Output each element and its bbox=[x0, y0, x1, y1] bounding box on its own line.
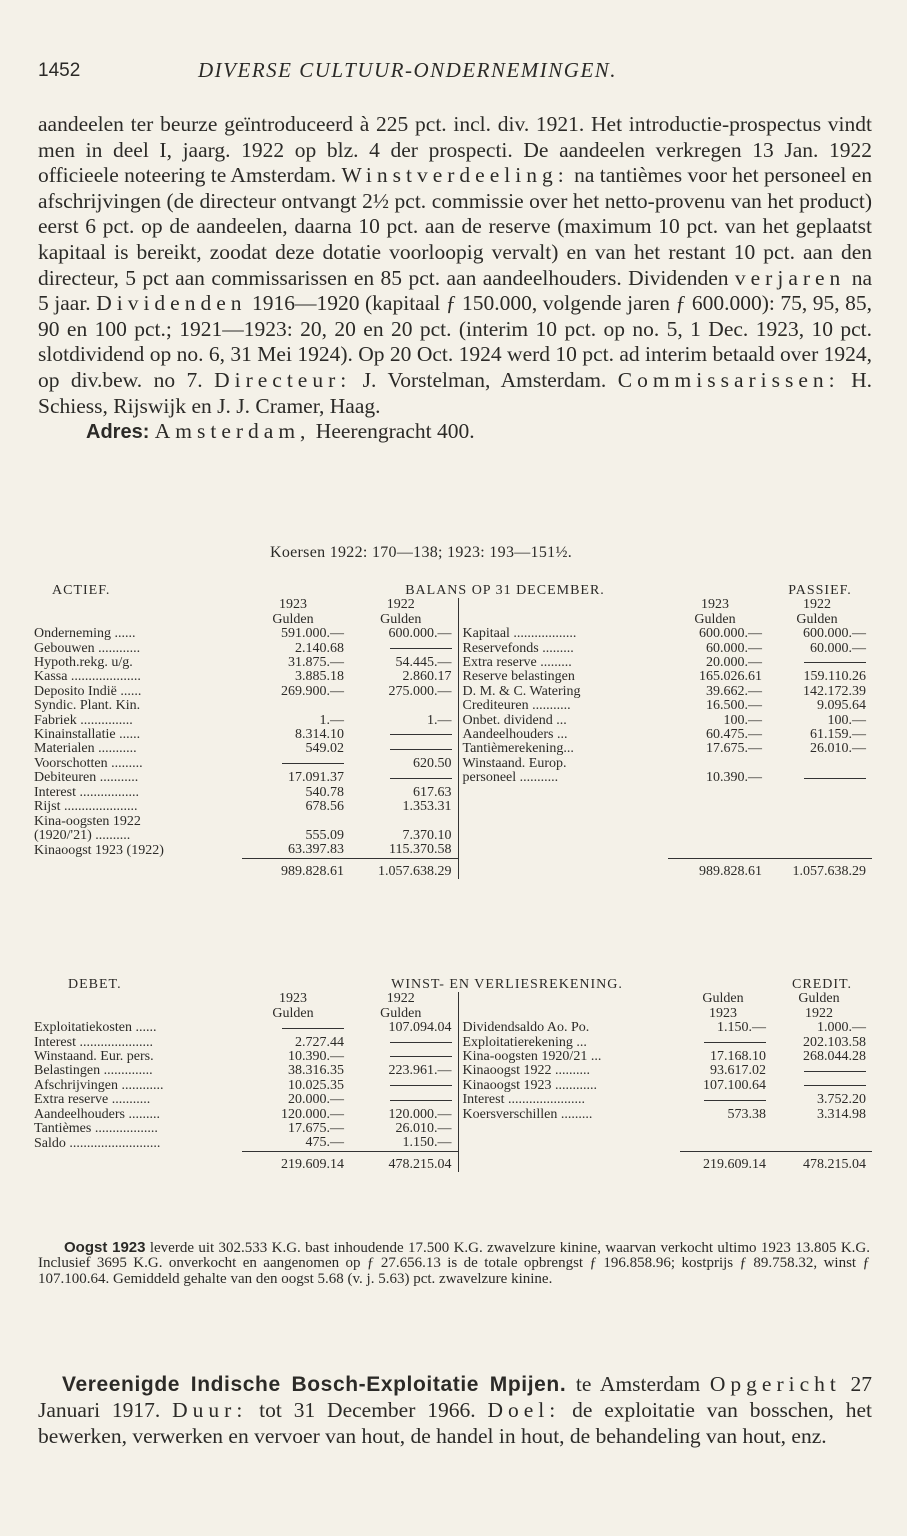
winst-left-value-1922: 120.000.— bbox=[388, 1107, 452, 1122]
balans-left-label: Onderneming ...... bbox=[34, 627, 136, 642]
balans-total-1923-right: 989.828.61 bbox=[668, 858, 768, 879]
balans-left-value-1922: 620.50 bbox=[413, 756, 452, 771]
winst-verlies-table bbox=[32, 978, 872, 1172]
winst-year-1922-right: 1922 bbox=[805, 1006, 834, 1021]
balans-left-value-1922: 2.860.17 bbox=[402, 670, 452, 685]
balans-left-value-1923 bbox=[242, 815, 350, 829]
balans-right-label: Winstaand. Europ. bbox=[458, 757, 668, 771]
balans-right-label: Onbet. dividend ... bbox=[458, 714, 668, 728]
dividenden-text: 1916—1920 (kapitaal ƒ 150.000, volgende jaren ƒ 600.000): 75, 95, 85, 90 en 100 pct.; 1921—1923: 20, 20 en 20 pct. (interim 10 pct. op no. 5, 1 Dec. 1923, 10 pct. slotdividend op no. 6, 31 Mei 1924). Op 20 Oct. 1924 werd 10 pct. ad interim betaald over 1924, op div.bew. no 7. bbox=[38, 291, 872, 392]
balans-right-value-1923: 600.000.— bbox=[699, 627, 762, 642]
winst-total-1923-right: 219.609.14 bbox=[680, 1151, 772, 1172]
winst-right-title: CREDIT. bbox=[792, 978, 853, 992]
winst-left-value-1922: 223.961.— bbox=[388, 1064, 452, 1079]
balans-row bbox=[32, 670, 872, 684]
balans-table bbox=[32, 584, 872, 879]
winst-left-value-1923: 17.675.— bbox=[288, 1122, 344, 1137]
winst-right-label: Koersverschillen ......... bbox=[458, 1108, 680, 1122]
balans-row bbox=[32, 786, 872, 800]
balans-left-label: (1920/'21) .......... bbox=[34, 828, 131, 843]
winst-left-value-1923: 10.390.— bbox=[288, 1050, 344, 1065]
winst-right-value-1923: 17.168.10 bbox=[710, 1050, 767, 1065]
balans-left-label: Kinaoogst 1923 (1922) bbox=[34, 843, 164, 858]
vereenigde-text-2: 27 Januari 1917. bbox=[38, 1372, 873, 1422]
winst-right-label: Dividendsaldo Ao. Po. bbox=[458, 1021, 680, 1035]
winst-unit-right-1: Gulden bbox=[702, 992, 744, 1007]
balans-left-label: Kinainstallatie ...... bbox=[34, 728, 141, 743]
balans-right-label: Extra reserve ......... bbox=[458, 656, 668, 670]
balans-total-1922-left: 1.057.638.29 bbox=[350, 858, 458, 879]
page-number: 1452 bbox=[38, 60, 81, 81]
balans-left-value-1922 bbox=[350, 742, 458, 756]
vereenigde-text-3: tot 31 December 1966. bbox=[247, 1397, 488, 1422]
balans-left-label: Kassa .................... bbox=[34, 670, 141, 685]
balans-left-label: Syndic. Plant. Kin. bbox=[34, 699, 141, 714]
winstverdeeling-text: na tantièmes voor het personeel en afschrijvingen (de directeur ontvangt 2½ pct. commissie over het netto-provenu van het product) eerst 6 pct. op de aandeelen, daarna 10 pct. aan de reserve (maximum 10 pct. van het geplaatst kapitaal is bereikt, zoodat deze dotatie voorloopig vervalt) en van het restant 10 pct. aan den directeur, 5 pct aan commissarissen en 85 pct. aan aandeelhouders. Dividenden bbox=[38, 163, 872, 290]
balans-left-value-1923: 1.— bbox=[319, 713, 344, 728]
balans-left-label: Deposito Indië ...... bbox=[34, 684, 142, 699]
balans-right-value-1923: 100.— bbox=[723, 713, 762, 728]
winst-year-1923-right: 1923 bbox=[709, 1006, 738, 1021]
balans-left-value-1923: 3.885.18 bbox=[295, 670, 344, 685]
empty-value-dash bbox=[390, 1100, 452, 1101]
balans-left-label: Hypoth.rekg. u/g. bbox=[34, 656, 133, 671]
doel-label: Doel: bbox=[487, 1397, 561, 1422]
winst-unit-left-2: Gulden bbox=[380, 1006, 422, 1021]
winst-left-label: Exploitatiekosten ...... bbox=[34, 1021, 157, 1036]
balans-right-value-1922: 60.000.— bbox=[810, 641, 866, 656]
winst-left-label: Aandeelhouders ......... bbox=[34, 1107, 160, 1122]
winst-right-value-1922: 3.752.20 bbox=[817, 1093, 867, 1108]
balans-right-label: Kapitaal .................. bbox=[458, 627, 668, 641]
balans-left-value-1923: 678.56 bbox=[305, 800, 344, 815]
balans-right-value-1922: 61.159.— bbox=[810, 728, 866, 743]
intro-text: aandeelen ter beurze geïntroduceerd à 225 pct. incl. div. 1921. Het introductie-prospectus vindt men in deel I, jaarg. 1922 op blz. 4 der prospecti. De aandeelen verkregen 13 Jan. 1922 officieele noteering te Amsterdam. bbox=[38, 112, 872, 188]
winst-right-value-1922: 3.314.98 bbox=[817, 1107, 867, 1122]
empty-value-dash bbox=[390, 749, 452, 750]
balans-left-value-1922: 1.353.31 bbox=[402, 800, 452, 815]
balans-right-value-1922: 9.095.64 bbox=[817, 699, 866, 714]
balans-left-value-1922: 7.370.10 bbox=[402, 828, 452, 843]
vereenigde-entry bbox=[38, 1372, 872, 1449]
empty-value-dash bbox=[390, 648, 452, 649]
balans-left-label: Voorschotten ......... bbox=[34, 756, 143, 771]
winst-left-value-1922 bbox=[350, 1036, 458, 1050]
winst-right-value-1923: 107.100.64 bbox=[703, 1078, 767, 1093]
balans-row bbox=[32, 714, 872, 728]
winst-row bbox=[32, 1064, 872, 1078]
winst-left-value-1923: 120.000.— bbox=[281, 1107, 344, 1122]
company-name: Vereenigde Indische Bosch-Exploitatie Mpijen. bbox=[62, 1373, 567, 1396]
balans-left-value-1923: 549.02 bbox=[305, 742, 344, 757]
winst-right-value-1922: 1.000.— bbox=[817, 1021, 867, 1036]
balans-unit-left-2: Gulden bbox=[380, 612, 422, 627]
oogst-label: Oogst 1923 bbox=[64, 1239, 146, 1256]
balans-left-value-1923: 2.140.68 bbox=[295, 641, 344, 656]
balans-left-value-1922: 54.445.— bbox=[395, 656, 452, 671]
winst-year-1922-left: 1922 bbox=[386, 992, 415, 1007]
balans-left-value-1922 bbox=[350, 728, 458, 742]
winst-right-label: Interest ...................... bbox=[458, 1093, 680, 1107]
balans-left-value-1923: 63.397.83 bbox=[288, 843, 344, 858]
balans-right-value-1922: 100.— bbox=[827, 713, 866, 728]
winst-left-value-1922: 107.094.04 bbox=[388, 1021, 452, 1036]
empty-value-dash bbox=[704, 1042, 766, 1043]
winst-row bbox=[32, 1050, 872, 1064]
dividenden-label: Dividenden bbox=[96, 291, 247, 316]
balans-row bbox=[32, 656, 872, 670]
balans-left-value-1923 bbox=[242, 699, 350, 713]
balans-row bbox=[32, 815, 872, 829]
winst-left-label: Afschrijvingen ............ bbox=[34, 1078, 164, 1093]
balans-right-label: Reservefonds ......... bbox=[458, 642, 668, 656]
winst-right-label: Kina-oogsten 1920/21 ... bbox=[458, 1050, 680, 1064]
balans-row bbox=[32, 757, 872, 771]
balans-left-value-1922 bbox=[350, 771, 458, 785]
opgericht-label: Opgericht bbox=[709, 1372, 841, 1396]
winst-right-value-1923 bbox=[680, 1093, 772, 1107]
winst-right-value-1923: 93.617.02 bbox=[710, 1064, 767, 1079]
balans-right-label: personeel ........... bbox=[458, 771, 668, 785]
winst-left-value-1923: 2.727.44 bbox=[295, 1035, 344, 1050]
winst-left-label: Belastingen .............. bbox=[34, 1064, 153, 1079]
balans-unit-right-1: Gulden bbox=[694, 612, 736, 627]
winst-left-value-1922 bbox=[350, 1050, 458, 1064]
balans-left-value-1923: 591.000.— bbox=[281, 627, 344, 642]
balans-right-value-1923: 60.000.— bbox=[706, 641, 762, 656]
balans-year-1923-right: 1923 bbox=[701, 598, 729, 613]
balans-year-1922-right: 1922 bbox=[803, 598, 831, 613]
balans-left-label: Kina-oogsten 1922 bbox=[34, 814, 141, 829]
winst-left-value-1923: 475.— bbox=[305, 1136, 344, 1151]
empty-value-dash bbox=[390, 778, 452, 779]
winst-unit-right-2: Gulden bbox=[798, 992, 840, 1007]
balans-right-value-1922: 159.110.26 bbox=[803, 670, 866, 685]
balans-center-title: BALANS OP 31 DECEMBER. bbox=[405, 584, 605, 598]
balans-row bbox=[32, 800, 872, 814]
empty-value-dash bbox=[704, 1100, 766, 1101]
balans-left-value-1923: 8.314.10 bbox=[295, 728, 344, 743]
verjaren-label: verjaren bbox=[734, 265, 846, 290]
balans-right-label: D. M. & C. Watering bbox=[458, 685, 668, 699]
adres-city: Amsterdam, bbox=[154, 419, 311, 444]
winst-right-value-1922 bbox=[772, 1064, 872, 1078]
winst-right-value-1922: 202.103.58 bbox=[803, 1035, 867, 1050]
winst-left-value-1922 bbox=[350, 1093, 458, 1107]
balans-left-value-1922: 617.63 bbox=[413, 785, 452, 800]
empty-value-dash bbox=[282, 1028, 344, 1029]
balans-right-label: Reserve belastingen bbox=[458, 670, 668, 684]
oogst-paragraph bbox=[38, 1240, 870, 1287]
commissarissen-text: H. Schiess, Rijswijk en J. J. Cramer, Haag. bbox=[38, 367, 872, 418]
winst-row bbox=[32, 1108, 872, 1122]
empty-value-dash bbox=[804, 1071, 866, 1072]
balans-right-label: Tantièmerekening... bbox=[458, 742, 668, 756]
balans-left-value-1922: 115.370.58 bbox=[389, 843, 452, 858]
balans-right-value-1923: 10.390.— bbox=[706, 771, 762, 786]
balans-left-value-1922: 600.000.— bbox=[388, 627, 452, 642]
balans-right-value-1923: 165.026.61 bbox=[699, 670, 762, 685]
directeur-label: Directeur: bbox=[214, 367, 352, 392]
balans-left-value-1922 bbox=[350, 642, 458, 656]
winst-right-value-1922: 268.044.28 bbox=[803, 1050, 867, 1065]
balans-row bbox=[32, 699, 872, 713]
empty-value-dash bbox=[804, 662, 866, 663]
winst-left-title: DEBET. bbox=[68, 978, 122, 992]
empty-value-dash bbox=[390, 1085, 452, 1086]
balans-left-label: Rijst ..................... bbox=[34, 800, 138, 815]
winst-right-value-1923: 1.150.— bbox=[717, 1021, 767, 1036]
winst-row bbox=[32, 1021, 872, 1035]
winst-left-label: Tantièmes .................. bbox=[34, 1122, 158, 1137]
vereenigde-text-4: de exploitatie van bosschen, het bewerken, verwerken en vervoer van hout, de handel in hout, de behandeling van hout, enz. bbox=[38, 1397, 872, 1448]
balans-right-value-1923: 16.500.— bbox=[706, 699, 762, 714]
winst-left-label: Extra reserve ........... bbox=[34, 1093, 151, 1108]
running-title: DIVERSE CULTUUR-ONDERNEMINGEN. bbox=[198, 58, 618, 82]
balans-right-label: Crediteuren ........... bbox=[458, 699, 668, 713]
balans-left-value-1923: 540.78 bbox=[305, 785, 344, 800]
balans-row bbox=[32, 771, 872, 785]
balans-row bbox=[32, 685, 872, 699]
winst-right-value-1923 bbox=[680, 1036, 772, 1050]
balans-year-1923-left: 1923 bbox=[279, 598, 307, 613]
page-header bbox=[38, 58, 870, 92]
balans-left-label: Debiteuren ........... bbox=[34, 771, 139, 786]
balans-right-label: Aandeelhouders ... bbox=[458, 728, 668, 742]
verjaren-text: na 5 jaar. bbox=[38, 265, 872, 316]
balans-right-value-1923 bbox=[668, 757, 768, 771]
balans-row bbox=[32, 742, 872, 756]
balans-left-value-1923: 555.09 bbox=[305, 828, 344, 843]
balans-right-value-1923: 39.662.— bbox=[706, 684, 762, 699]
balans-right-value-1922 bbox=[768, 771, 872, 785]
balans-left-label: Gebouwen ............ bbox=[34, 641, 141, 656]
winst-left-value-1922: 26.010.— bbox=[395, 1122, 452, 1137]
winst-right-label: Kinaoogst 1922 .......... bbox=[458, 1064, 680, 1078]
winst-left-value-1923: 38.316.35 bbox=[288, 1064, 344, 1079]
balans-left-value-1922 bbox=[350, 815, 458, 829]
balans-left-value-1923: 269.900.— bbox=[281, 684, 344, 699]
koersen-line: Koersen 1922: 170—138; 1923: 193—151½. bbox=[270, 544, 573, 561]
winst-left-value-1923: 10.025.35 bbox=[288, 1078, 344, 1093]
winst-right-label: Exploitatierekening ... bbox=[458, 1036, 680, 1050]
winst-left-label: Saldo .......................... bbox=[34, 1136, 161, 1151]
winst-row bbox=[32, 1093, 872, 1107]
empty-value-dash bbox=[390, 1056, 452, 1057]
balans-right-value-1922 bbox=[768, 656, 872, 670]
winst-right-value-1922 bbox=[772, 1079, 872, 1093]
winst-total-1923-left: 219.609.14 bbox=[242, 1151, 350, 1172]
winst-row bbox=[32, 1036, 872, 1050]
balans-right-value-1922: 26.010.— bbox=[810, 742, 866, 757]
balans-unit-right-2: Gulden bbox=[796, 612, 838, 627]
balans-total-1923-left: 989.828.61 bbox=[242, 858, 350, 879]
adres-label: Adres: bbox=[86, 421, 150, 444]
winstverdeeling-label: Winstverdeeling: bbox=[341, 163, 569, 188]
balans-total-1922-right: 1.057.638.29 bbox=[768, 858, 872, 879]
winst-left-label: Interest ..................... bbox=[34, 1035, 153, 1050]
balans-left-title: ACTIEF. bbox=[52, 584, 111, 598]
balans-right-value-1923: 20.000.— bbox=[706, 656, 762, 671]
balans-year-1922-left: 1922 bbox=[386, 598, 415, 613]
empty-value-dash bbox=[390, 734, 452, 735]
balans-right-value-1922: 142.172.39 bbox=[803, 684, 866, 699]
vereenigde-text-1: te Amsterdam bbox=[566, 1372, 710, 1396]
directeur-text: J. Vorstelman, Amsterdam. bbox=[351, 367, 618, 392]
empty-value-dash bbox=[804, 1085, 866, 1086]
adres-street: Heerengracht 400. bbox=[310, 419, 475, 444]
company-description bbox=[38, 112, 872, 446]
winst-right-label: Kinaoogst 1923 ............ bbox=[458, 1079, 680, 1093]
balans-right-value-1923: 60.475.— bbox=[706, 728, 762, 743]
winst-row bbox=[32, 1079, 872, 1093]
winst-left-value-1922 bbox=[350, 1079, 458, 1093]
empty-value-dash bbox=[390, 1042, 452, 1043]
empty-value-dash bbox=[804, 778, 866, 779]
winst-left-label: Winstaand. Eur. pers. bbox=[34, 1050, 154, 1065]
winst-row bbox=[32, 1122, 872, 1136]
balans-right-value-1923: 17.675.— bbox=[706, 742, 762, 757]
balans-row bbox=[32, 728, 872, 742]
balans-left-value-1923: 17.091.37 bbox=[288, 771, 344, 786]
balans-row bbox=[32, 642, 872, 656]
duur-label: Duur: bbox=[172, 1397, 248, 1422]
balans-row bbox=[32, 627, 872, 641]
winst-row bbox=[32, 1136, 872, 1151]
balans-right-value-1922 bbox=[768, 757, 872, 771]
winst-year-1923-left: 1923 bbox=[279, 992, 307, 1007]
balans-left-label: Fabriek ............... bbox=[34, 713, 133, 728]
empty-value-dash bbox=[282, 763, 344, 764]
winst-center-title: WINST- EN VERLIESREKENING. bbox=[391, 978, 623, 992]
winst-left-value-1922: 1.150.— bbox=[402, 1136, 452, 1151]
balans-row bbox=[32, 843, 872, 858]
commissarissen-label: Commissarissen: bbox=[617, 367, 840, 392]
balans-left-value-1922 bbox=[350, 699, 458, 713]
winst-left-value-1923: 20.000.— bbox=[288, 1093, 344, 1108]
balans-right-title: PASSIEF. bbox=[788, 584, 852, 598]
winst-total-1922-left: 478.215.04 bbox=[350, 1151, 458, 1172]
balans-right-value-1922: 600.000.— bbox=[803, 627, 866, 642]
balans-unit-left-1: Gulden bbox=[272, 612, 314, 627]
balans-left-label: Materialen ........... bbox=[34, 742, 137, 757]
balans-left-label: Interest ................. bbox=[34, 785, 139, 800]
oogst-text: leverde uit 302.533 K.G. bast inhoudende 17.500 K.G. zwavelzure kinine, waarvan verkocht ultimo 1923 13.805 K.G. Inclusief 3695 K.G. onverkocht en aangenomen op ƒ 27.656.13 is de totale opbrengst ƒ 196.858.96; kostprijs ƒ 89.758.32, winst ƒ 107.100.64. Gemiddeld gehalte van den oogst 5.68 (v. j. 5.63) pct. zwavelzure kinine. bbox=[38, 1240, 870, 1287]
balans-left-value-1923: 31.875.— bbox=[288, 656, 344, 671]
balans-row bbox=[32, 829, 872, 843]
winst-right-value-1923: 573.38 bbox=[727, 1107, 767, 1122]
winst-unit-left-1: Gulden bbox=[272, 1006, 314, 1021]
balans-left-value-1922: 1.— bbox=[427, 713, 452, 728]
winst-total-1922-right: 478.215.04 bbox=[772, 1151, 872, 1172]
winst-left-value-1923 bbox=[242, 1021, 350, 1035]
balans-left-value-1923 bbox=[242, 757, 350, 771]
balans-left-value-1922: 275.000.— bbox=[388, 684, 452, 699]
